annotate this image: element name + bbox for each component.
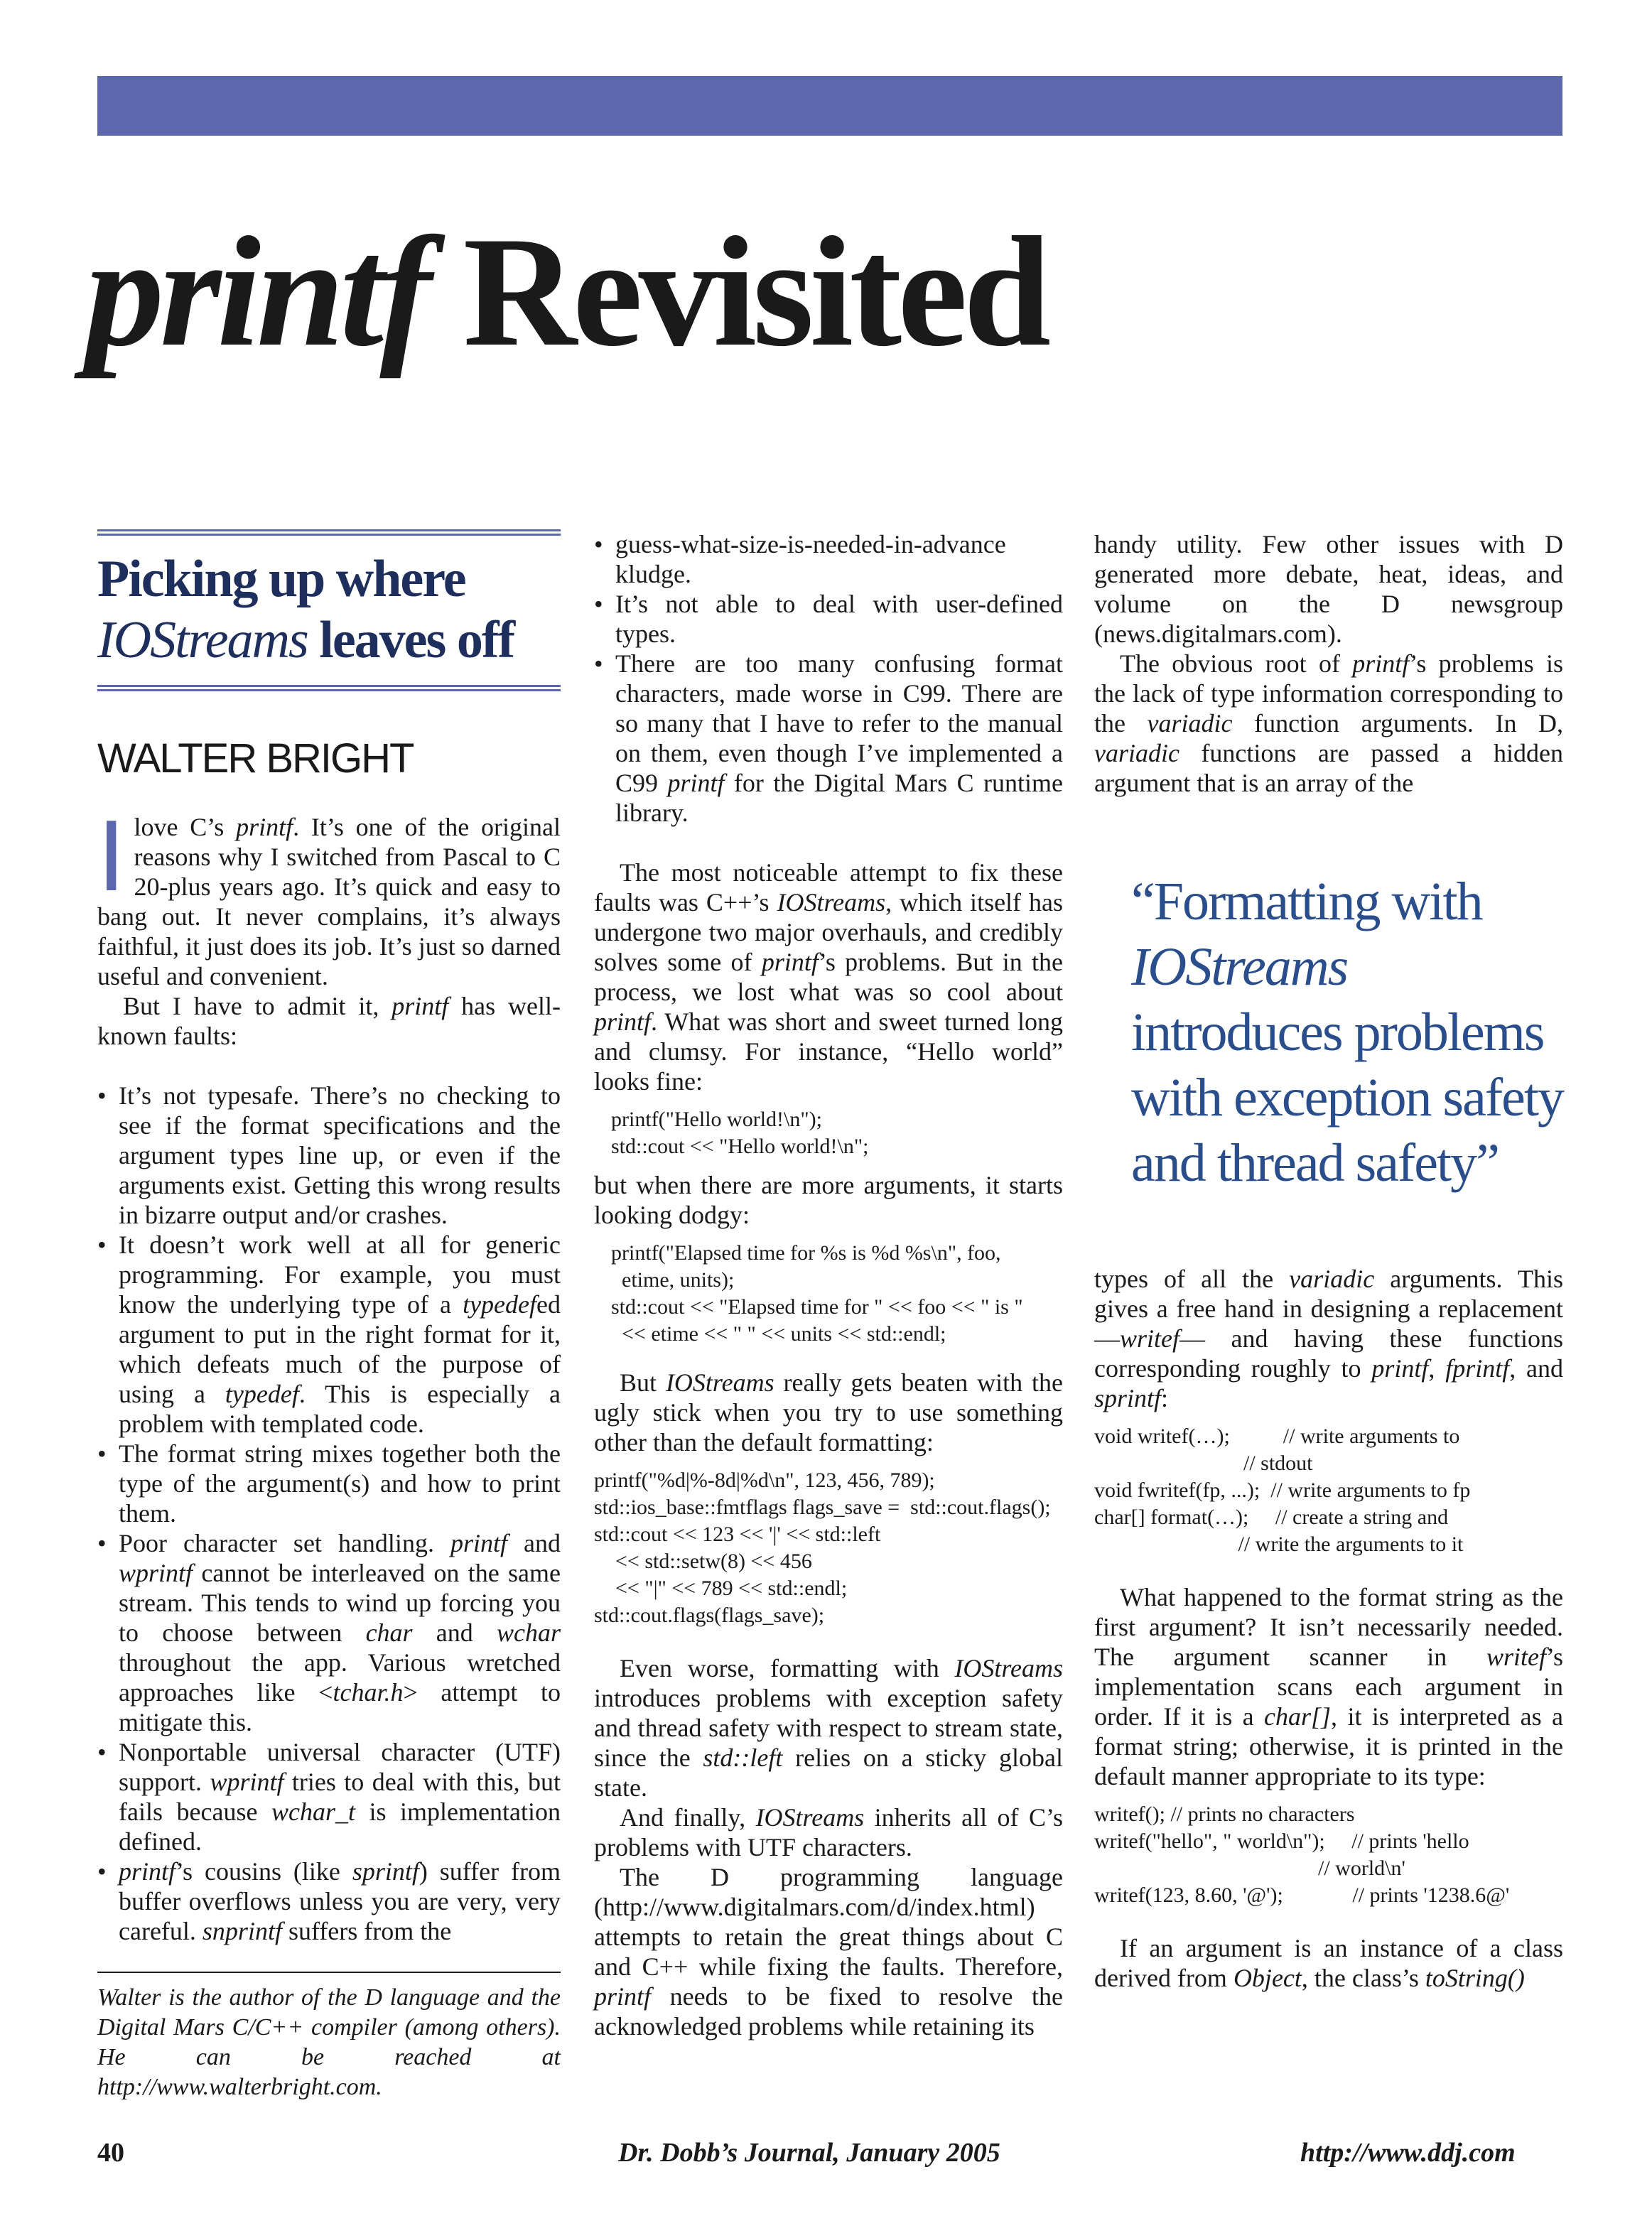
list-item: • Poor character set handling. printf and wprintf cannot be interleaved on the same stream. This tends to wind up forcing you to choose between char and wchar throughout the app. Various wretched approaches like <tchar.h> attempt to mitigate this. xyxy=(97,1528,561,1737)
paragraph: The obvious root of printf’s problems is the lack of type information corresponding to the variadic function arguments. In D, variadic functions are passed a hidden argument that is an array of the xyxy=(1094,649,1564,797)
paragraph: but when there are more arguments, it starts looking dodgy: xyxy=(594,1171,1063,1229)
list-item: • It doesn’t work well at all for generic programming. For example, you must know the underlying type of a typedefed argument to put in the right format for it, which defeats much of the purpose of using a typedef. This is especially a problem with templated code. xyxy=(97,1230,561,1439)
title-italic: printf xyxy=(85,205,428,379)
url-footer: http://www.ddj.com xyxy=(1300,2138,1516,2168)
paragraph: But I have to admit it, printf has well-known faults: xyxy=(97,992,561,1050)
journal-footer: Dr. Dobb’s Journal, January 2005 xyxy=(618,2138,1000,2168)
list-item: • There are too many confusing format characters, made worse in C99. There are so many that I have to refer to the manual on them, even though I’ve implemented a C99 printf for the Digital Mars C runtime library. xyxy=(594,649,1063,828)
title-rest: Revisited xyxy=(428,205,1047,379)
paragraph: If an argument is an instance of a class derived from Object, the class’s toString() xyxy=(1094,1934,1563,1992)
author-byline: WALTER BRIGHT xyxy=(97,735,414,782)
list-item: • printf’s cousins (like sprintf) suffer from buffer overflows unless you are very, very careful. snprintf suffers from the xyxy=(97,1856,561,1946)
subtitle-rule-bottom xyxy=(97,685,561,691)
code-block: printf("%d|%-8d|%d\n", 123, 456, 789); std::ios_base::fmtflags flags_save = std::cout.flags(); std::cout << 123 << '|' << std::left << std::setw(8) << 456 << "|" << 789 << std::endl; std::cout.flags(flags_save); xyxy=(594,1469,1051,1627)
paragraph: Even worse, formatting with IOStreams introduces problems with exception safety and thread safety with respect to stream state, since the std::left relies on a sticky global state. xyxy=(594,1654,1063,1802)
paragraph: handy utility. Few other issues with D generated more debate, heat, ideas, and volume on the D newsgroup (news.digitalmars.com). xyxy=(1094,530,1563,648)
page-number: 40 xyxy=(97,2138,124,2168)
article-subtitle xyxy=(97,548,561,671)
faults-list-more xyxy=(594,589,1063,828)
code-block: printf("Hello world!\n"); std::cout << "Hello world!\n"; xyxy=(611,1108,869,1158)
column-3 xyxy=(1094,529,1563,1993)
code-block: void writef(…); // write arguments to // stdout void fwritef(fp, ...); // write arguments to fp char[] format(…); // create a string and // write the arguments to it xyxy=(1094,1425,1471,1556)
intro-paragraph: Ilove C’s printf. It’s one of the original reasons why I switched from Pascal to C 20-plus years ago. It’s quick and easy to bang out. It never complains, it’s always faithful, it just does its job. It’s just so darned useful and convenient. xyxy=(97,799,561,990)
author-bio: Walter is the author of the D language and the Digital Mars C/C++ compiler (among others). He can be reached at http://www.walterbright.com. xyxy=(97,1972,561,2102)
subtitle-rest: leaves off xyxy=(307,611,514,669)
code-block: printf("Elapsed time for %s is %d %s\n", foo, etime, units); std::cout << "Elapsed time for " << foo << " is " << etime << " " << units << std::endl; xyxy=(611,1241,1023,1346)
list-item: • Nonportable universal character (UTF) support. wprintf tries to deal with this, but fails because wchar_t is implementation defined. xyxy=(97,1737,561,1856)
code-block: writef(); // prints no characters writef("hello", " world\n"); // prints 'hello // world\n' writef(123, 8.60, '@'); // prints '1238.6@' xyxy=(1094,1802,1510,1907)
list-item: • It’s not able to deal with user-defined types. xyxy=(594,589,1063,649)
faults-list-cont xyxy=(594,529,1063,589)
faults-list xyxy=(97,1081,561,1946)
column-2 xyxy=(594,529,1063,2041)
paragraph: types of all the variadic arguments. This gives a free hand in designing a replacement—writef— and having these functions corresponding roughly to printf, fprintf, and sprintf: xyxy=(1094,1265,1564,1412)
pull-quote: “Formatting with IOStreams introduces problems with exception safety and thread safety” xyxy=(1131,872,1564,1193)
paragraph: The D programming language (http://www.digitalmars.com/d/index.html) attempts to retain the great things about C and C++ while fixing the faults. Therefore, printf needs to be fixed to resolve the acknowledged problems while retaining its xyxy=(594,1863,1063,2040)
list-item: • It’s not typesafe. There’s no checking to see if the format specifications and the argument types line up, or even if the arguments exist. Getting this wrong results in bizarre output and/or crashes. xyxy=(97,1081,561,1230)
column-1 xyxy=(97,529,561,2102)
drop-cap: I xyxy=(97,799,126,912)
paragraph: What happened to the format string as the first argument? It isn’t necessarily needed. The argument scanner in writef’s implementation scans each argument in order. If it is a char[], it is interpreted as a format string; otherwise, it is printed in the default manner appropriate to its type: xyxy=(1094,1583,1563,1790)
subtitle-rule-top xyxy=(97,529,561,536)
paragraph: And finally, IOStreams inherits all of C’s problems with UTF characters. xyxy=(594,1803,1063,1861)
paragraph: But IOStreams really gets beaten with the ugly stick when you try to use something other than the default formatting: xyxy=(594,1368,1064,1456)
list-item-continued: • guess-what-size-is-needed-in-advance kludge. xyxy=(594,529,1063,589)
article-title xyxy=(85,205,1047,379)
subtitle-line1: Picking up where xyxy=(97,550,465,608)
subtitle-italic: IOStreams xyxy=(97,611,308,669)
header-color-bar xyxy=(97,76,1562,136)
paragraph: The most noticeable attempt to fix these faults was C++’s IOStreams, which itself has undergone two major overhauls, and credibly solves some of printf’s problems. But in the process, we lost what was so cool about printf. What was short and sweet turned long and clumsy. For instance, “Hello world” looks fine: xyxy=(594,858,1063,1096)
list-item: • The format string mixes together both the type of the argument(s) and how to print them. xyxy=(97,1439,561,1528)
